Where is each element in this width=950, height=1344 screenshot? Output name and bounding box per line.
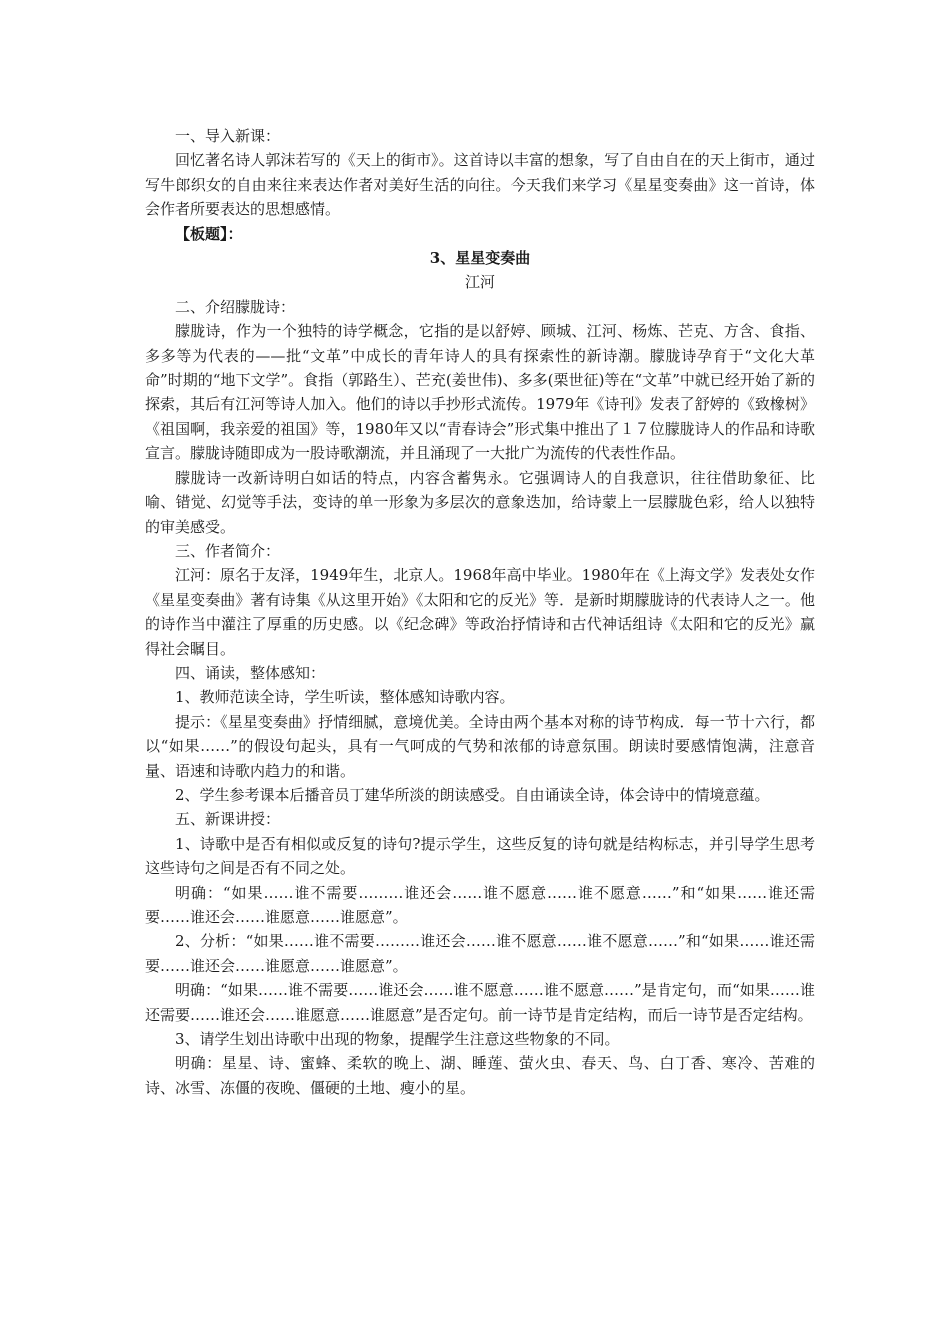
document-page	[145, 124, 815, 1100]
section-5-paragraph-1: 1、诗歌中是否有相似或反复的诗句?提示学生，这些反复的诗句就是结构标志，并引导学生思考这些诗句之间是否有不同之处。	[145, 834, 815, 878]
lesson-title: 3、星星变奏曲	[429, 249, 531, 268]
section-5-paragraph-2: 明确：“如果……谁不需要………谁还会……谁不愿意……谁不愿意……”和“如果……谁还需要……谁还会……谁愿意……谁愿意”。	[145, 883, 815, 926]
board-label: 【板题】：	[175, 224, 243, 243]
section-2-paragraph-1: 朦胧诗，作为一个独特的诗学概念，它指的是以舒婷、顾城、江河、杨炼、芒克、方含、食指、多多等为代表的——批“文革”中成长的青年诗人的具有探索性的新诗潮。朦胧诗孕育于“文化大革命”时期的“地下文学”。食指（郭路生）、芒充(姜世伟)、多多(栗世征)等在“文革”中就已经开始了新的探索，其后有江河等诗人加入。他们的诗以手抄形式流传。1979年《诗刊》发表了舒婷的《致橡树》《祖国啊，我亲爱的祖国》等，1980年又以“青春诗会”形式集中推出了１７位朦胧诗人的作品和诗歌宣言。朦胧诗随即成为一股诗歌潮流，并且涌现了一大批广为流传的代表性作品。	[145, 322, 815, 463]
section-1-paragraph: 回忆著名诗人郭沫若写的《天上的街市》。这首诗以丰富的想象，写了自由自在的天上街市，通过写牛郎织女的自由来往来表达作者对美好生活的向往。今天我们来学习《星星变奏曲》这一首诗，体会作者所要表达的思想感情。	[145, 151, 815, 219]
section-5-heading: 五、新课讲授：	[175, 810, 281, 829]
section-5-paragraph-3: 2、分析：“如果……谁不需要………谁还会……谁不愿意……谁不愿意……”和“如果……谁还需要……谁还会……谁愿意……谁愿意”。	[145, 932, 815, 975]
section-2-heading: 二、介绍朦胧诗：	[175, 297, 296, 316]
section-5-paragraph-5: 3、请学生划出诗歌中出现的物象，提醒学生注意这些物象的不同。	[175, 1030, 620, 1049]
lesson-author: 江河	[464, 273, 495, 292]
section-4-paragraph-2: 提示：《星星变奏曲》抒情细腻，意境优美。全诗由两个基本对称的诗节构成．每一节十六行，都以“如果……”的假设句起头，具有一气呵成的气势和浓郁的诗意氛围。朗读时要感情饱满，注意音量、语速和诗歌内趋力的和谐。	[145, 712, 815, 780]
section-5-paragraph-4: 明确：“如果……谁不需要……谁还会……谁不愿意……谁不愿意……”是肯定句，而“如果……谁还需要……谁还会……谁愿意……谁愿意”是否定句。前一诗节是肯定结构，而后一诗节是否定结构。	[145, 981, 815, 1024]
section-4-paragraph-3: 2、学生参考课本后播音员丁建华所淡的朗读感受。自由诵读全诗，体会诗中的情境意蕴。	[175, 785, 770, 804]
section-1-heading: 一、导入新课：	[175, 127, 281, 145]
section-5-paragraph-6: 明确：星星、诗、蜜蜂、柔软的晚上、湖、睡莲、萤火虫、春天、鸟、白丁香、寒冷、苦难的诗、冰雪、冻僵的夜晚、僵硬的土地、瘦小的星。	[145, 1054, 815, 1097]
section-4-paragraph-1: 1、教师范读全诗，学生听读，整体感知诗歌内容。	[175, 688, 515, 707]
section-2-paragraph-2: 朦胧诗一改新诗明白如话的特点，内容含蓄隽永。它强调诗人的自我意识，往往借助象征、比喻、错觉、幻觉等手法，变诗的单一形象为多层次的意象迭加，给诗蒙上一层朦胧色彩，给人以独特的审美感受。	[145, 468, 815, 536]
section-4-heading: 四、诵读，整体感知：	[175, 663, 326, 682]
section-3-paragraph: 江河：原名于友泽，1949年生，北京人。1968年高中毕业。1980年在《上海文学》发表处女作《星星变奏曲》著有诗集《从这里开始》《太阳和它的反光》等．是新时期朦胧诗的代表诗人之一。他的诗作当中灌注了厚重的历史感。以《纪念碑》等政治抒情诗和古代神话组诗《太阳和它的反光》赢得社会瞩目。	[145, 566, 815, 658]
section-3-heading: 三、作者简介：	[175, 541, 281, 560]
